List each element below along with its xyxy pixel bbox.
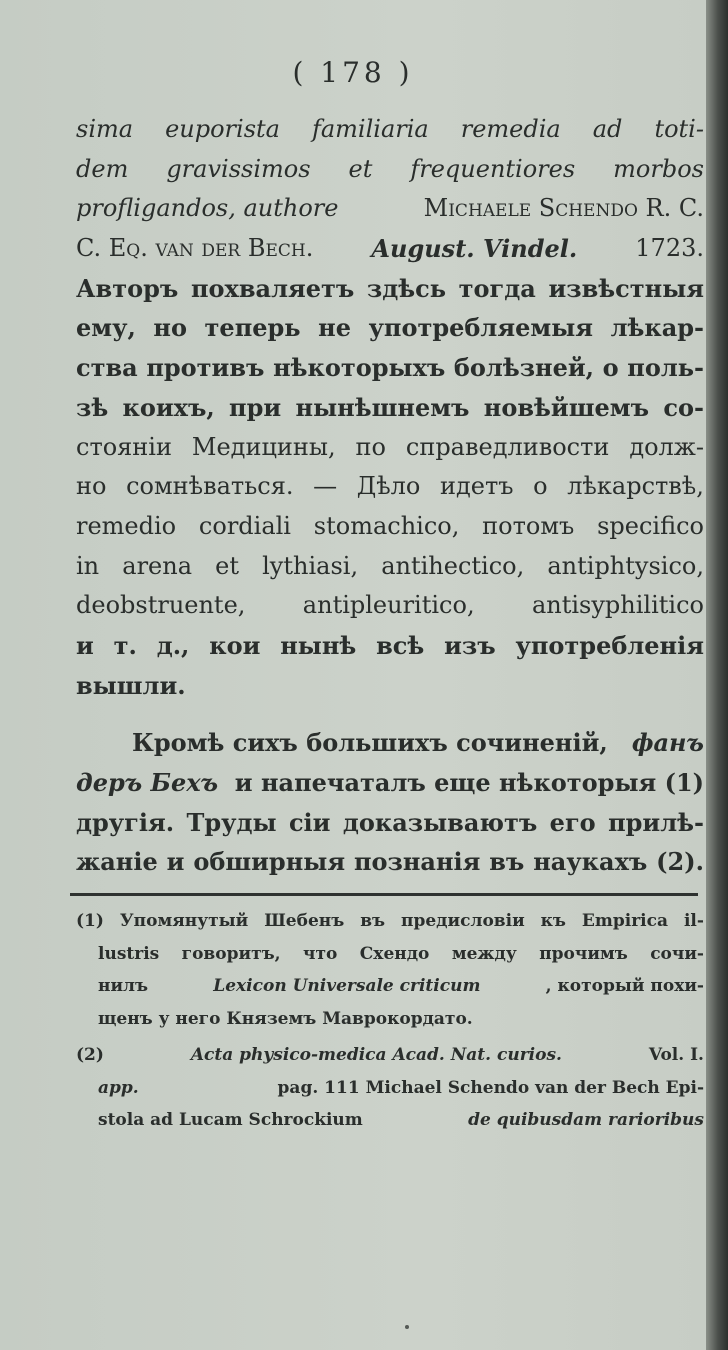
footnote-line bbox=[76, 1104, 704, 1137]
text-line-segment: profligandos, authore bbox=[76, 194, 339, 223]
text-line-segment bbox=[76, 547, 704, 587]
word: въ bbox=[489, 847, 525, 877]
text-line bbox=[76, 189, 704, 229]
text-line bbox=[76, 348, 704, 388]
word: lustris bbox=[98, 943, 160, 964]
text-line bbox=[76, 150, 704, 190]
text-line-segment bbox=[76, 507, 704, 547]
word: потомъ bbox=[482, 511, 575, 540]
word: antisyphilitico bbox=[531, 591, 704, 620]
word: и bbox=[76, 630, 94, 660]
word: изъ bbox=[444, 630, 496, 660]
word: familiaria bbox=[311, 115, 429, 143]
word: теперь bbox=[204, 313, 301, 343]
word: Медицины, bbox=[191, 432, 336, 461]
word: говоритъ, bbox=[181, 943, 281, 964]
word: прочимъ bbox=[539, 943, 628, 964]
word: ства bbox=[76, 353, 138, 383]
word: Дѣло bbox=[356, 472, 421, 501]
paragraph-start-line bbox=[76, 723, 704, 763]
footnote-segment: pag. 111 Michael Schendo van der Bech Epi- bbox=[277, 1077, 704, 1098]
word: cordiali bbox=[198, 511, 291, 540]
word: поль- bbox=[627, 353, 704, 383]
text-line bbox=[76, 110, 704, 150]
publication-place: August. Vindel. bbox=[371, 234, 578, 264]
word: Empirica bbox=[581, 911, 668, 931]
word: et bbox=[348, 154, 373, 183]
text-line bbox=[76, 763, 704, 803]
word: in bbox=[76, 551, 100, 580]
book-spine-shadow bbox=[706, 0, 728, 1350]
word: предисловіи bbox=[401, 911, 525, 931]
word: Упомянутый bbox=[119, 911, 249, 931]
footnote-divider bbox=[70, 893, 698, 896]
word: (1) bbox=[76, 911, 104, 931]
text-line-segment: Кромѣ сихъ большихъ сочиненій, bbox=[132, 728, 608, 758]
text-line-segment bbox=[76, 803, 704, 843]
word: о bbox=[602, 353, 619, 383]
footnotes bbox=[76, 905, 704, 1137]
text-line bbox=[76, 308, 704, 348]
word: другія. bbox=[76, 807, 175, 837]
word: по bbox=[355, 432, 386, 461]
word: toti- bbox=[654, 115, 704, 143]
word: arena bbox=[122, 551, 193, 580]
text-line-segment: вышли. bbox=[76, 670, 186, 700]
word: при bbox=[229, 392, 282, 422]
word: нѣкоторыхъ bbox=[273, 353, 446, 383]
footnote-segment bbox=[76, 905, 704, 938]
word: antihectico, bbox=[381, 551, 525, 580]
word: — bbox=[313, 472, 338, 501]
footnote-line bbox=[76, 970, 704, 1003]
word: но bbox=[153, 313, 187, 343]
word: коихъ, bbox=[122, 392, 215, 422]
footnote-marker: (2) bbox=[76, 1045, 104, 1065]
word: Схендо bbox=[359, 943, 430, 964]
word: что bbox=[303, 943, 338, 964]
text-line bbox=[76, 507, 704, 547]
word: лѣкарствѣ, bbox=[567, 472, 704, 501]
word: dem bbox=[76, 154, 129, 183]
text-line bbox=[76, 803, 704, 843]
word: стояніи bbox=[76, 432, 172, 461]
footnote-line bbox=[76, 938, 704, 971]
word: его bbox=[549, 807, 596, 837]
author-name: C. Eq. van der Bech. bbox=[76, 234, 314, 263]
word: ему, bbox=[76, 313, 136, 343]
word: похваляетъ bbox=[190, 273, 355, 303]
word: Труды bbox=[186, 807, 277, 837]
footnote-line bbox=[76, 1072, 704, 1105]
text-line-segment bbox=[76, 150, 704, 190]
text-line-segment bbox=[76, 467, 704, 507]
word: новѣйшемъ bbox=[483, 392, 650, 422]
footnote-segment: нилъ bbox=[98, 976, 149, 996]
footnote-segment: stola ad Lucam Schrockium bbox=[98, 1110, 363, 1130]
word: д., bbox=[156, 630, 190, 660]
text-line-segment bbox=[76, 626, 704, 666]
text-line-segment bbox=[76, 269, 704, 309]
word: и bbox=[166, 847, 185, 877]
word: deobstruente, bbox=[76, 591, 246, 620]
word: сочи- bbox=[650, 943, 704, 964]
word: познанія bbox=[353, 847, 481, 877]
author-name: Michaele Schendo R. C. bbox=[423, 194, 704, 223]
word: употребляемыя bbox=[368, 313, 593, 343]
text-line-segment bbox=[76, 428, 704, 468]
word: со- bbox=[663, 392, 704, 422]
word: euporista bbox=[165, 115, 280, 143]
text-line-segment bbox=[76, 586, 704, 626]
word: противъ bbox=[146, 353, 265, 383]
word: нынѣ bbox=[280, 630, 357, 660]
word: т. bbox=[113, 630, 137, 660]
text-line bbox=[76, 547, 704, 587]
word: но bbox=[76, 472, 107, 501]
word: наукахъ bbox=[533, 847, 648, 877]
footnote-line bbox=[76, 1039, 704, 1072]
text-line-segment: и напечаталъ еще нѣкоторыя (1) bbox=[234, 768, 704, 797]
word: долж- bbox=[629, 432, 704, 461]
page-number: ( 178 ) bbox=[292, 56, 414, 89]
word: remedia bbox=[460, 115, 561, 143]
book-title: Lexicon Universale criticum bbox=[213, 976, 481, 996]
text-line bbox=[76, 666, 704, 706]
word: идетъ bbox=[439, 472, 514, 501]
word: Авторъ bbox=[76, 273, 179, 303]
text-line bbox=[76, 842, 704, 882]
word: сомнѣваться. bbox=[126, 472, 294, 501]
word: между bbox=[451, 943, 517, 964]
word: справедливости bbox=[405, 432, 610, 461]
text-line-segment bbox=[76, 388, 704, 428]
word: всѣ bbox=[376, 630, 425, 660]
word: il- bbox=[683, 911, 704, 931]
word: здѣсь bbox=[366, 273, 447, 303]
name-italic: деръ Бехъ bbox=[76, 768, 219, 797]
word: употребленія bbox=[515, 630, 704, 660]
word: о bbox=[533, 472, 548, 501]
text-line bbox=[76, 269, 704, 309]
word: specifico bbox=[597, 511, 704, 540]
word: сіи bbox=[288, 807, 331, 837]
word: кои bbox=[209, 630, 261, 660]
word: stomachico, bbox=[313, 511, 460, 540]
text-line-segment bbox=[76, 842, 704, 882]
word: къ bbox=[540, 911, 566, 931]
word: gravissimos bbox=[166, 154, 311, 183]
word: въ bbox=[360, 911, 386, 931]
footnote-line bbox=[76, 1003, 704, 1036]
text-line bbox=[76, 229, 704, 269]
word: et bbox=[215, 551, 239, 580]
word: доказываютъ bbox=[342, 807, 538, 837]
word: ad bbox=[592, 115, 623, 143]
word: lythiasi, bbox=[262, 551, 359, 580]
word: не bbox=[318, 313, 351, 343]
word: прилѣ- bbox=[608, 807, 704, 837]
word: нынѣшнемъ bbox=[295, 392, 470, 422]
word: болѣзней, bbox=[453, 353, 595, 383]
word: тогда bbox=[458, 273, 536, 303]
name-italic: фанъ bbox=[631, 728, 704, 758]
footnote-segment: Vol. I. bbox=[648, 1045, 704, 1065]
word: frequentiores bbox=[410, 154, 576, 183]
word: remedio bbox=[76, 511, 177, 540]
text-line bbox=[76, 586, 704, 626]
footnote-segment: de quibusdam rarioribus bbox=[468, 1110, 704, 1130]
word: antiphtysico, bbox=[547, 551, 704, 580]
footnote-line bbox=[76, 905, 704, 938]
text-line bbox=[76, 626, 704, 666]
word: Шебенъ bbox=[264, 911, 345, 931]
text-line bbox=[76, 467, 704, 507]
footnote-segment bbox=[98, 938, 704, 971]
word: лѣкар- bbox=[610, 313, 704, 343]
text-line-segment bbox=[76, 110, 704, 150]
word: обширныя bbox=[193, 847, 346, 877]
word: antipleuritico, bbox=[302, 591, 475, 620]
word: (2). bbox=[656, 847, 704, 877]
word: morbos bbox=[613, 154, 704, 183]
text-line-segment bbox=[76, 308, 704, 348]
word: sima bbox=[76, 115, 134, 143]
publication-year: 1723. bbox=[635, 234, 704, 263]
text-line bbox=[76, 388, 704, 428]
paper-speck bbox=[405, 1325, 409, 1329]
word: зѣ bbox=[76, 392, 109, 422]
word: извѣстныя bbox=[548, 273, 704, 303]
footnote-segment: app. bbox=[98, 1077, 139, 1098]
main-text bbox=[76, 110, 704, 882]
footnote-segment: , который похи- bbox=[545, 976, 704, 996]
journal-title: Acta physico-medica Acad. Nat. curios. bbox=[190, 1045, 562, 1065]
text-line-segment bbox=[76, 348, 704, 388]
footnote-segment: щенъ у него Княземъ Маврокордато. bbox=[98, 1008, 473, 1029]
word: жаніе bbox=[76, 847, 158, 877]
text-line bbox=[76, 428, 704, 468]
